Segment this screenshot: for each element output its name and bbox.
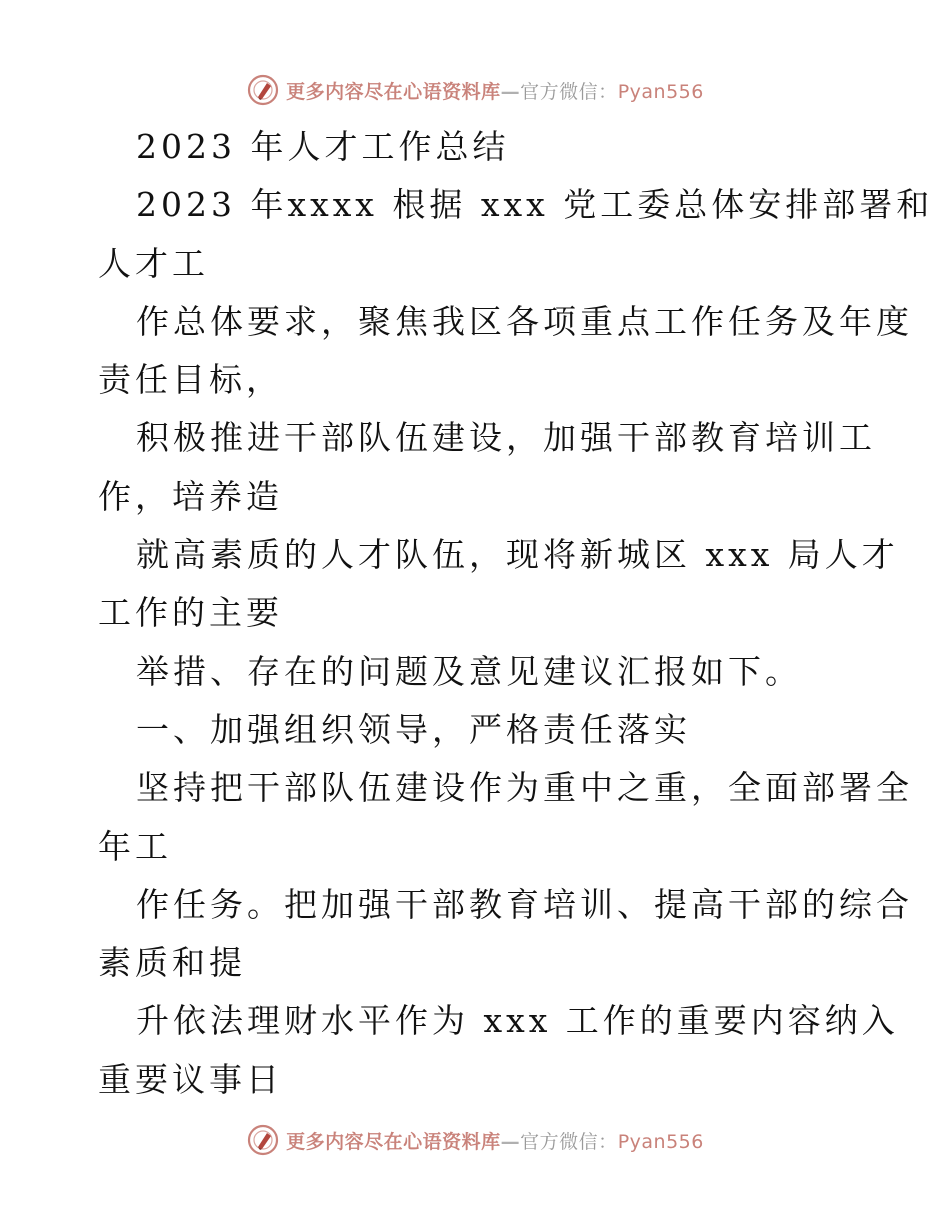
doc-line: 素质和提 <box>98 943 246 983</box>
doc-line: 人才工 <box>98 243 209 283</box>
document-body <box>98 118 934 1109</box>
pen-nib-logo-icon <box>246 1123 280 1157</box>
doc-title: 2023 年人才工作总结 <box>136 127 510 166</box>
doc-line: 坚持把干部队伍建设作为重中之重，全面部署全 <box>136 768 913 808</box>
watermark-id: Pyan556 <box>617 80 704 103</box>
section-heading: 一、加强组织领导，严格责任落实 <box>136 709 691 749</box>
doc-line: 作，培养造 <box>98 476 283 516</box>
watermark-separator: — <box>500 1130 521 1153</box>
watermark-brand: 更多内容尽在心语资料库 <box>286 80 501 103</box>
watermark-id: Pyan556 <box>617 1130 704 1153</box>
watermark-label: 官方微信： <box>520 1130 618 1153</box>
doc-line: 年工 <box>98 826 172 866</box>
watermark-separator: — <box>500 80 521 103</box>
doc-line: 重要议事日 <box>98 1059 283 1099</box>
footer-watermark <box>0 1120 950 1160</box>
doc-line: 作任务。把加强干部教育培训、提高干部的综合 <box>136 884 913 924</box>
doc-line: 举措、存在的问题及意见建议汇报如下。 <box>136 651 802 691</box>
doc-line: 升依法理财水平作为 xxx 工作的重要内容纳入 <box>136 1001 899 1041</box>
doc-line: 责任目标， <box>98 360 283 400</box>
watermark-text <box>286 77 704 104</box>
watermark-label: 官方微信： <box>520 80 618 103</box>
doc-line: 积极推进干部队伍建设，加强干部教育培训工 <box>136 418 876 458</box>
pen-nib-logo-icon <box>246 73 280 107</box>
watermark-brand: 更多内容尽在心语资料库 <box>286 1130 501 1153</box>
header-watermark <box>0 70 950 110</box>
watermark-text <box>286 1127 704 1154</box>
doc-line: 工作的主要 <box>98 593 283 633</box>
doc-line: 就高素质的人才队伍，现将新城区 xxx 局人才 <box>136 535 899 575</box>
doc-line: 2023 年xxxx 根据 xxx 党工委总体安排部署和 <box>136 185 934 225</box>
doc-line: 作总体要求，聚焦我区各项重点工作任务及年度 <box>136 301 913 341</box>
